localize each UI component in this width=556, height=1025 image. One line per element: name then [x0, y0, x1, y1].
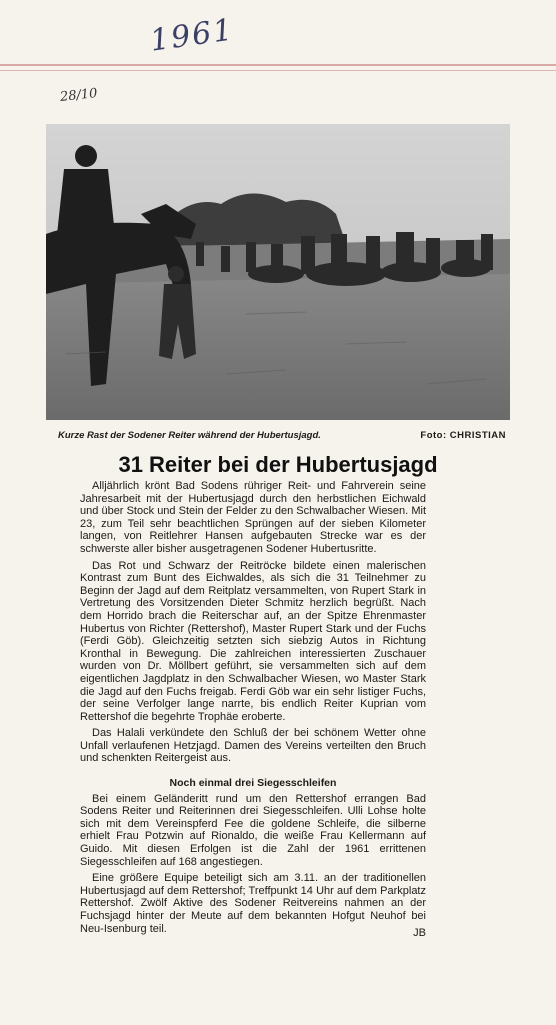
red-rule-top — [0, 64, 556, 66]
handwritten-date: 28/10 — [59, 86, 99, 105]
handwritten-year: 1961 — [147, 12, 237, 59]
paragraph-5: Eine größere Equipe beteiligt sich am 3.11. an der traditionellen Hubertusjagd auf dem Rettershof; Treffpunkt 14 Uhr auf dem Parkplatz Rettershof. Zwölf Aktive des Sodener Reitvereins nahmen an der Fuchsjagd hinter der Meute auf dem bekannten Hofgut Neuhof bei Neu-Isenburg teil. — [80, 872, 426, 935]
paragraph-2: Das Rot und Schwarz der Reitröcke bildete einen malerischen Kontrast zum Bunt des Eichwaldes, als sich die 31 Teilnehmer zu Beginn der Jagd auf dem Reitplatz versammelten, von Rupert Stark in Vertretung des Vorsitzenden Dieter Schmitz herzlich begrüßt. Nach dem Horrido brach die Reiterschar auf, an der Spitze Ehrenmaster Hubertus von Richter (Rettershof), Master Rupert Stark und der Fuchs (Ferdi Göb). Gleichzeitig setzten sich siebzig Autos in Richtung Kronthal in Bewegung. Die zahlreichen interessierten Zuschauer wurden von Dr. Möllbert geführt, sie versammelten sich auf dem eigentlichen Jagdplatz in den Schwalbacher Wiesen, wo Master Stark die Jagd auf den Fuchs freigab. Ferdi Göb war ein sehr listiger Fuchs, der seine Verfolger lange narrte, bis endlich Reiter Kuprian vom Rettershof die begehrte Trophäe eroberte. — [80, 559, 426, 723]
article-headline: 31 Reiter bei der Hubertusjagd — [118, 452, 438, 477]
hunt-photo — [46, 124, 510, 420]
paragraph-1: Alljährlich krönt Bad Sodens rühriger Reit- und Fahrverein seine Jahresarbeit mit der Hubertusjagd durch den herbstlichen Eichwald und über Stock und Stein der Felder zu den Schwalbacher Wiesen. Mit 23, zum Teil sehr beachtlichen Sprüngen auf der sieben Kilometer langen, von Reitlehrer Hansen aufgebauten Strecke war es der schwerste aller bisher ausgetragenen Sodener Hubertusritte. — [80, 480, 426, 555]
article-body — [80, 480, 426, 940]
paragraph-3: Das Halali verkündete den Schluß der bei schönem Wetter ohne Unfall verlaufenen Hetzjagd. Damen des Vereins verteilten den Bruch und schenkten Reitergeist aus. — [80, 727, 426, 765]
hunt-photo-image — [46, 124, 510, 420]
paragraph-4: Bei einem Geländeritt rund um den Rettershof errangen Bad Sodens Reiter und Reiterinnen drei Siegesschleifen. Ulli Lohse holte sich mit dem Vereinspferd Fee die goldene Schleife, die silberne erhielt Frau Potzwin auf Rionaldo, die weiße Frau Kellermann auf Guido. Mit diesen Erfolgen ist die Zahl der 1961 errittenen Siegesschleifen auf 168 angestiegen. — [80, 792, 426, 868]
subheading: Noch einmal drei Siegesschleifen — [169, 777, 337, 790]
author-signature: JB — [413, 927, 426, 940]
red-rule-bottom — [0, 70, 556, 71]
caption-text: Kurze Rast der Sodener Reiter während der Hubertusjagd. — [58, 430, 321, 441]
photo-credit: Foto: CHRISTIAN — [420, 430, 506, 441]
photo-caption — [58, 430, 506, 441]
